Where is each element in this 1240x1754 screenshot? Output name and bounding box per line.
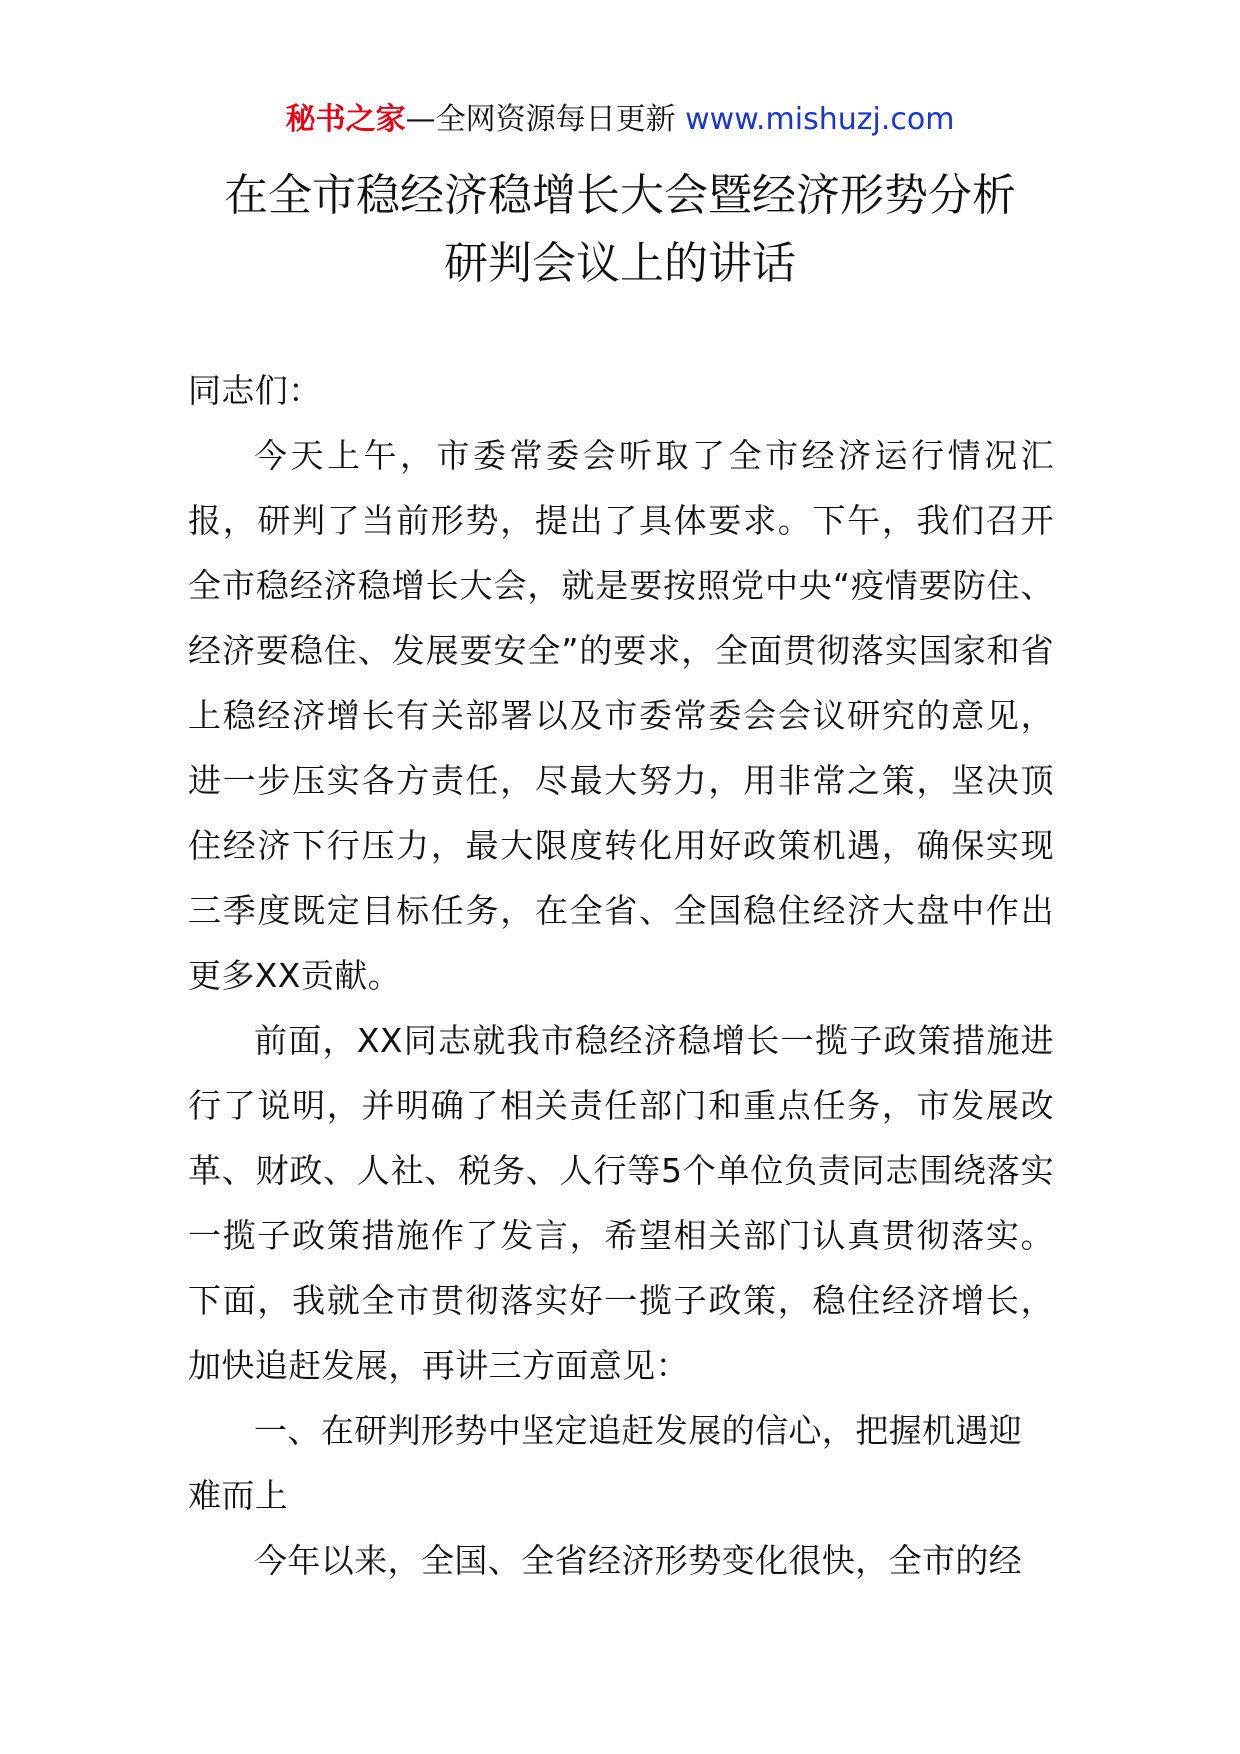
paragraph-3: 今年以来，全国、全省经济形势变化很快，全市的经 — [254, 1541, 1023, 1580]
document-body — [188, 358, 1054, 1593]
salutation: 同志们： — [188, 371, 322, 410]
section-heading-1: 一、在研判形势中坚定追赶发展的信心，把握机遇迎难而上 — [188, 1411, 1023, 1515]
document-title-line-1: 在全市稳经济稳增长大会暨经济形势分析 — [224, 170, 1016, 221]
watermark-slogan: —全网资源每日更新 — [405, 102, 686, 137]
document-title — [0, 162, 1240, 298]
watermark-header — [0, 100, 1240, 140]
watermark-url[interactable]: www.mishuzj.com — [685, 102, 955, 137]
paragraph-1: 今天上午，市委常委会听取了全市经济运行情况汇报，研判了当前形势，提出了具体要求。下午，我们召开全市稳经济稳增长大会，就是要按照党中央“疫情要防住、经济要稳住、发展要安全”的要求，全面贯彻落实国家和省上稳经济增长有关部署以及市委常委会会议研究的意见，进一步压实各方责任，尽最大努力，用非常之策，坚决顶住经济下行压力，最大限度转化用好政策机遇，确保实现三季度既定目标任务，在全省、全国稳住经济大盘中作出更多XX贡献。 — [188, 436, 1054, 995]
watermark-brand: 秘书之家 — [285, 102, 406, 137]
document-title-line-2: 研判会议上的讲话 — [444, 238, 796, 289]
paragraph-2: 前面，XX同志就我市稳经济稳增长一揽子政策措施进行了说明，并明确了相关责任部门和重点任务，市发展改革、财政、人社、税务、人行等5个单位负责同志围绕落实一揽子政策措施作了发言，希望相关部门认真贯彻落实。下面，我就全市贯彻落实好一揽子政策，稳住经济增长，加快追赶发展，再讲三方面意见： — [188, 1021, 1054, 1385]
